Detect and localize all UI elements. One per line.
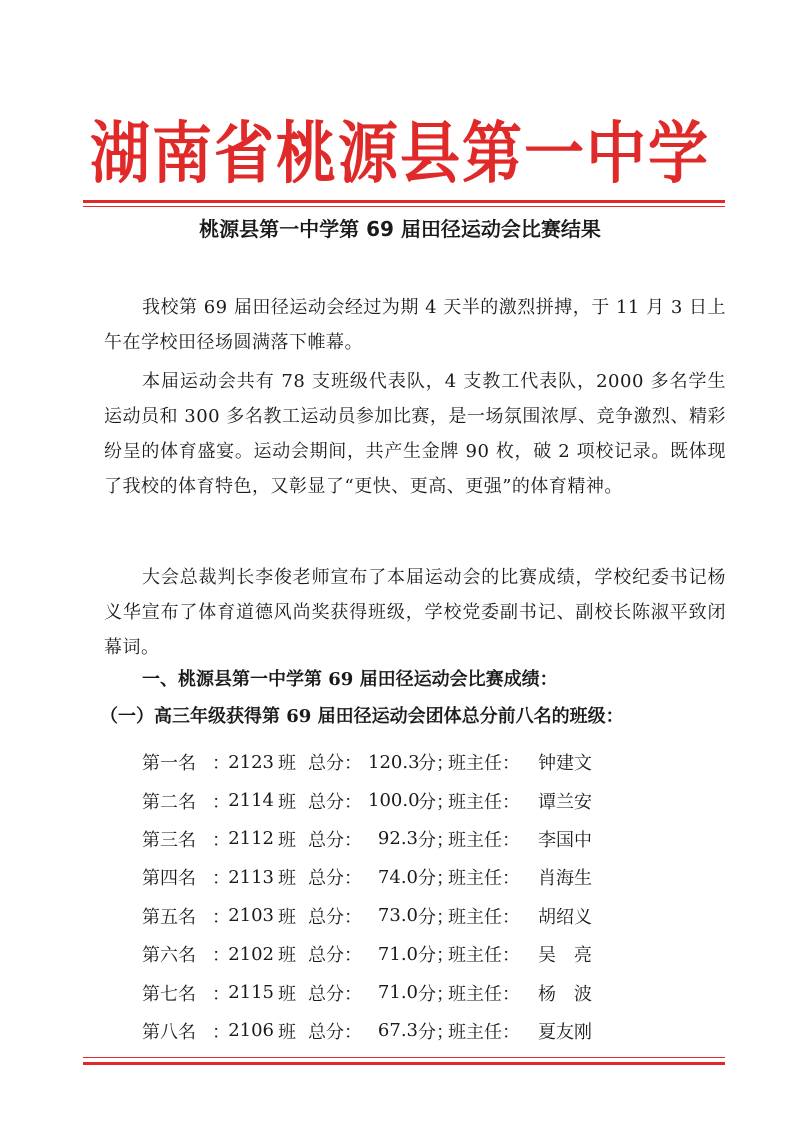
result-rank: 第四名	[142, 868, 196, 890]
result-class: 2113	[228, 866, 274, 888]
teacher-label: 班主任：	[448, 829, 520, 851]
result-row	[142, 820, 682, 858]
result-row	[142, 973, 682, 1011]
score-unit: 分；	[418, 791, 454, 813]
class-suffix: 班	[278, 1021, 296, 1043]
result-rank: 第六名	[142, 945, 196, 967]
section-heading: 一、桃源县第一中学第 69 届田径运动会比赛成绩：	[142, 669, 558, 690]
letterhead-rule-thin	[83, 206, 725, 207]
result-row	[142, 1012, 682, 1050]
teacher-label: 班主任：	[448, 906, 520, 928]
result-score: 73.0	[377, 905, 418, 927]
result-rank: 第一名	[142, 753, 196, 775]
total-label: 总分：	[308, 1021, 362, 1043]
total-label: 总分：	[308, 983, 362, 1005]
result-rank: 第三名	[142, 829, 196, 851]
letterhead-school-name: 湖南省桃源县第一中学	[90, 114, 710, 194]
teacher-label: 班主任：	[448, 868, 520, 890]
result-class: 2106	[228, 1020, 274, 1042]
letterhead-rule-thick	[83, 200, 725, 203]
result-teacher: 胡绍义	[538, 906, 592, 928]
result-teacher: 钟建文	[538, 753, 592, 775]
class-suffix: 班	[278, 983, 296, 1005]
rank-colon: ：	[212, 829, 230, 851]
total-label: 总分：	[308, 791, 362, 813]
result-score: 67.3	[377, 1020, 418, 1042]
result-score: 92.3	[377, 828, 418, 850]
result-score: 120.3	[368, 751, 420, 773]
paragraph-2: 本届运动会共有 78 支班级代表队，4 支教工代表队，2000 多名学生运动员和 300 多名教工运动员参加比赛，是一场氛围浓厚、竞争激烈、精彩纷呈的体育盛宴。运动会期间，共产生金牌 90 枚，破 2 项校记录。既体现了我校的体育特色，又彰显了“更快、更高、更强”的体育精神。	[104, 371, 726, 497]
score-unit: 分；	[418, 983, 454, 1005]
teacher-label: 班主任：	[448, 753, 520, 775]
class-suffix: 班	[278, 945, 296, 967]
result-class: 2123	[228, 751, 274, 773]
results-list	[142, 743, 682, 1050]
result-teacher: 肖海生	[538, 868, 592, 890]
class-suffix: 班	[278, 753, 296, 775]
class-suffix: 班	[278, 829, 296, 851]
teacher-label: 班主任：	[448, 1021, 520, 1043]
result-rank: 第七名	[142, 983, 196, 1005]
result-teacher: 杨 波	[538, 983, 592, 1005]
result-teacher: 夏友刚	[538, 1021, 592, 1043]
rank-colon: ：	[212, 1021, 230, 1043]
paragraph-3: 大会总裁判长李俊老师宣布了本届运动会的比赛成绩，学校纪委书记杨义华宣布了体育道德风尚奖获得班级，学校党委副书记、副校长陈淑平致闭幕词。	[104, 567, 726, 658]
rank-colon: ：	[212, 868, 230, 890]
result-rank: 第二名	[142, 791, 196, 813]
rank-colon: ：	[212, 983, 230, 1005]
rank-colon: ：	[212, 906, 230, 928]
result-score: 71.0	[377, 943, 418, 965]
class-suffix: 班	[278, 791, 296, 813]
score-unit: 分；	[418, 829, 454, 851]
score-unit: 分；	[418, 868, 454, 890]
result-row	[142, 935, 682, 973]
class-suffix: 班	[278, 868, 296, 890]
document-title: 桃源县第一中学第 69 届田径运动会比赛结果	[199, 217, 601, 241]
score-unit: 分；	[418, 753, 454, 775]
result-teacher: 李国中	[538, 829, 592, 851]
result-teacher: 谭兰安	[538, 791, 592, 813]
score-unit: 分；	[418, 1021, 454, 1043]
result-row	[142, 897, 682, 935]
rank-colon: ：	[212, 945, 230, 967]
paragraph-1: 我校第 69 届田径运动会经过为期 4 天半的激烈拼搏，于 11 月 3 日上午在学校田径场圆满落下帷幕。	[104, 297, 726, 353]
total-label: 总分：	[308, 753, 362, 775]
result-class: 2112	[228, 828, 274, 850]
subsection-heading: （一）高三年级获得第 69 届田径运动会团体总分前八名的班级：	[100, 706, 624, 727]
total-label: 总分：	[308, 906, 362, 928]
rank-colon: ：	[212, 753, 230, 775]
result-class: 2115	[228, 982, 274, 1004]
result-teacher: 吴 亮	[538, 945, 592, 967]
result-row	[142, 781, 682, 819]
result-rank: 第八名	[142, 1021, 196, 1043]
score-unit: 分；	[418, 906, 454, 928]
result-row	[142, 858, 682, 896]
total-label: 总分：	[308, 868, 362, 890]
result-rank: 第五名	[142, 906, 196, 928]
footer-rule-thin	[83, 1057, 725, 1058]
result-score: 71.0	[377, 982, 418, 1004]
rank-colon: ：	[212, 791, 230, 813]
result-class: 2114	[228, 790, 274, 812]
class-suffix: 班	[278, 906, 296, 928]
result-class: 2102	[228, 943, 274, 965]
teacher-label: 班主任：	[448, 945, 520, 967]
teacher-label: 班主任：	[448, 983, 520, 1005]
total-label: 总分：	[308, 945, 362, 967]
result-class: 2103	[228, 905, 274, 927]
result-score: 74.0	[377, 866, 418, 888]
result-row	[142, 743, 682, 781]
score-unit: 分；	[418, 945, 454, 967]
teacher-label: 班主任：	[448, 791, 520, 813]
total-label: 总分：	[308, 829, 362, 851]
footer-rule-thick	[83, 1062, 725, 1065]
result-score: 100.0	[368, 790, 420, 812]
